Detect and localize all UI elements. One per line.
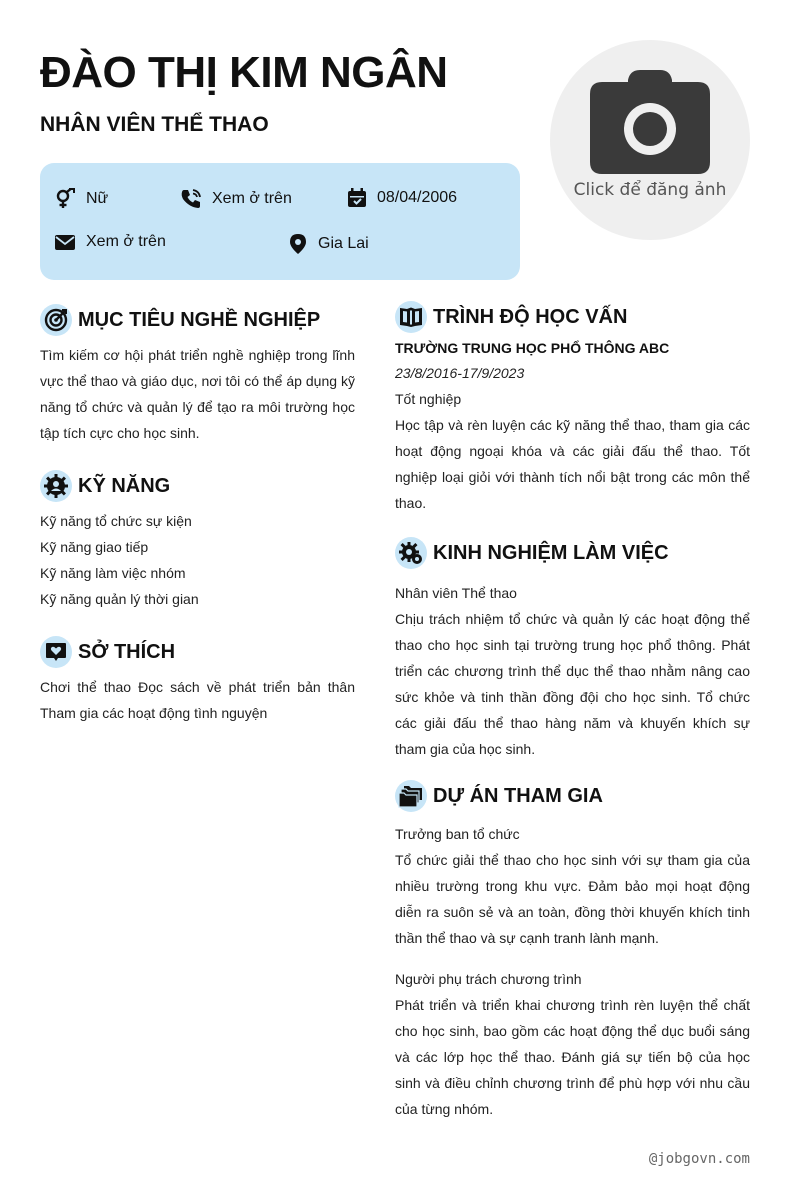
project-role: Trưởng ban tổ chức [395, 826, 520, 842]
right-column [395, 300, 750, 1122]
contact-gender-value: Nữ [86, 190, 109, 207]
project-role: Người phụ trách chương trình [395, 971, 582, 987]
objective-title: MỤC TIÊU NGHỀ NGHIỆP [78, 308, 321, 331]
job-title: NHÂN VIÊN THỂ THAO [40, 113, 269, 136]
skills-title: KỸ NĂNG [78, 474, 171, 497]
heart-message-icon [40, 636, 72, 668]
experience-role: Nhân viên Thể thao [395, 585, 517, 601]
phone-icon [180, 188, 202, 210]
skill-item: Kỹ năng tổ chức sự kiện [40, 513, 192, 529]
skills-header [40, 469, 355, 503]
camera-icon [590, 68, 710, 174]
target-icon [40, 304, 72, 336]
contact-info-box [40, 163, 520, 280]
photo-upload-caption: Click để đăng ảnh [573, 180, 727, 200]
school-name: TRƯỜNG TRUNG HỌC PHỔ THÔNG ABC [395, 340, 670, 356]
contact-phone-value: Xem ở trên [212, 190, 292, 207]
email-icon [54, 233, 76, 251]
photo-upload[interactable] [550, 40, 750, 240]
hobbies-title: SỞ THÍCH [78, 640, 176, 663]
contact-address [288, 233, 369, 255]
project-text: Phát triển và triển khai chương trình rèn luyện thể chất cho học sinh, bao gồm các hoạt động thể dục buổi sáng và các lớp học thể thao. Đánh giá sự tiến bộ của học sinh và điều chỉnh chương trình để phù hợp với nhu cầu của từng nhóm. [395, 997, 750, 1117]
education-period: 23/8/2016-17/9/2023 [395, 365, 525, 381]
contact-gender [54, 188, 108, 210]
contact-birthday-value: 08/04/2006 [377, 189, 458, 206]
education-text: Học tập và rèn luyện các kỹ năng thể thao, tham gia các hoạt động ngoại khóa và các giải đấu thể thao. Tốt nghiệp loại giỏi với thành tích nổi bật trong các môn thể thao. [395, 417, 750, 511]
contact-address-value: Gia Lai [318, 235, 369, 252]
contact-email-value: Xem ở trên [86, 233, 166, 250]
contact-phone [180, 188, 292, 210]
skill-item: Kỹ năng giao tiếp [40, 539, 149, 555]
education-status: Tốt nghiệp [395, 391, 462, 407]
skills-list [40, 508, 355, 612]
projects-header [395, 779, 750, 813]
gender-icon [54, 188, 76, 210]
objective-text: Tìm kiếm cơ hội phát triển nghề nghiệp trong lĩnh vực thể thao và giáo dục, nơi tôi có thể áp dụng kỹ năng tổ chức và quản lý để tạo ra môi trường học tập tích cực cho học sinh. [40, 347, 355, 441]
book-icon [395, 301, 427, 333]
skills-gear-icon [40, 470, 72, 502]
objective-header [40, 303, 355, 337]
calendar-icon [347, 188, 367, 208]
footer-credit: @jobgovn.com [648, 1151, 750, 1167]
contact-email [54, 233, 166, 251]
hobbies-header [40, 635, 355, 669]
experience-title: KINH NGHIỆM LÀM VIỆC [433, 541, 669, 564]
candidate-name: ĐÀO THỊ KIM NGÂN [40, 48, 448, 97]
experience-text: Chịu trách nhiệm tổ chức và quản lý các hoạt động thể thao cho học sinh tại trường trung học phổ thông. Phát triển các chương trình thể dục thể thao nhằm nâng cao sức khỏe và tinh thần đồng đội cho học sinh. Tổ chức các giải đấu thể thao hàng năm và khuyến khích sự tham gia của học sinh. [395, 611, 750, 757]
education-header [395, 300, 750, 334]
experience-header [395, 536, 750, 570]
skill-item: Kỹ năng quản lý thời gian [40, 591, 199, 607]
contact-birthday [347, 188, 457, 208]
location-pin-icon [288, 233, 308, 255]
left-column [40, 303, 355, 726]
project-text: Tổ chức giải thể thao cho học sinh với sự tham gia của nhiều trường trong khu vực. Đảm bảo mọi hoạt động diễn ra suôn sẻ và an toàn, đồng thời khuyến khích tinh thần thể thao và sự cạnh tranh lành mạnh. [395, 852, 750, 946]
education-title: TRÌNH ĐỘ HỌC VẤN [433, 305, 628, 328]
gear-settings-icon [395, 537, 427, 569]
skill-item: Kỹ năng làm việc nhóm [40, 565, 186, 581]
hobbies-text: Chơi thể thao Đọc sách về phát triển bản thân Tham gia các hoạt động tình nguyện [40, 679, 355, 721]
projects-title: DỰ ÁN THAM GIA [433, 784, 603, 807]
folders-icon [395, 780, 427, 812]
